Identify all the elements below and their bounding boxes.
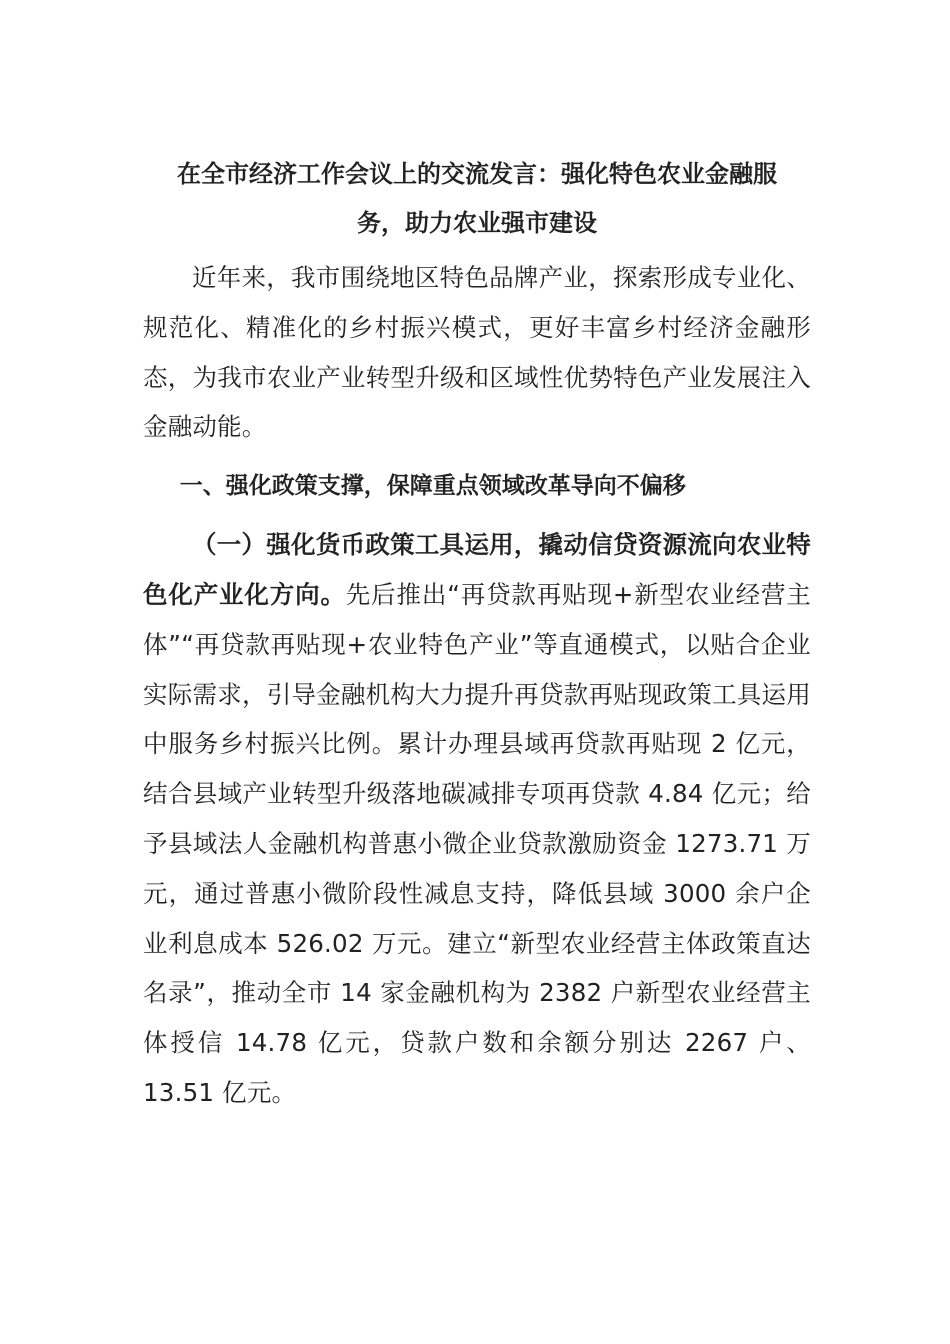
intro-paragraph: 近年来，我市围绕地区特色品牌产业，探索形成专业化、规范化、精准化的乡村振兴模式，更好丰富乡村经济金融形态，为我市农业产业转型升级和区域性优势特色产业发展注入金融动能。 xyxy=(143,263,811,442)
title-line-2: 务，助力农业强市建设 xyxy=(357,209,597,237)
subsection-1-lead: （一）强化货币政策工具运用，撬动信贷资源流向农业特色化产业化方向。 xyxy=(143,530,811,609)
subsection-1-paragraph xyxy=(143,520,811,1118)
title-line-1: 在全市经济工作会议上的交流发言：强化特色农业金融服 xyxy=(177,160,777,188)
document-title xyxy=(143,150,811,248)
document-page xyxy=(143,150,811,1118)
section-1-heading: 一、强化政策支撑，保障重点领域改革导向不偏移 xyxy=(179,473,686,500)
subsection-1-body: 先后推出“再贷款再贴现+新型农业经营主体”“再贷款再贴现+农业特色产业”等直通模式，以贴合企业实际需求，引导金融机构大力提升再贷款再贴现政策工具运用中服务乡村振兴比例。累计办理县域再贷款再贴现 2 亿元，结合县域产业转型升级落地碳减排专项再贷款 4.84 亿元；给予县域法人金融机构普惠小微企业贷款激励资金 1273.71 万元，通过普惠小微阶段性减息支持，降低县域 3000 余户企业利息成本 526.02 万元。建立“新型农业经营主体政策直达名录”，推动全市 14 家金融机构为 2382 户新型农业经营主体授信 14.78 亿元，贷款户数和余额分别达 2267 户、13.51 亿元。 xyxy=(143,579,811,1107)
